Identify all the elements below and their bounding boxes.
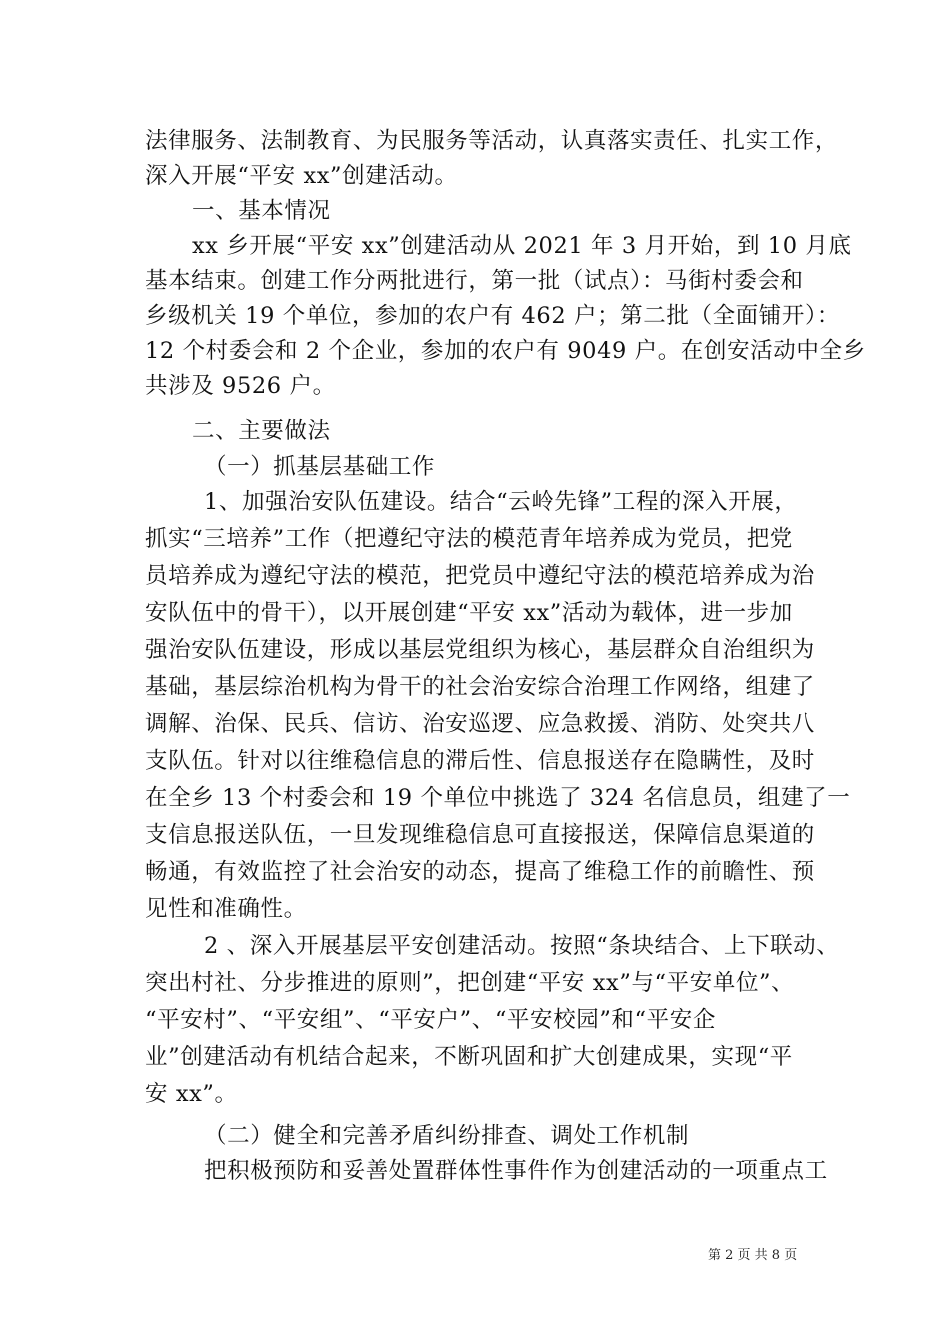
text-line: 员培养成为遵纪守法的模范，把党员中遵纪守法的模范培养成为治	[145, 563, 815, 589]
subsection-heading: （二）健全和完善矛盾纠纷排查、调处工作机制	[204, 1123, 690, 1149]
text-line: 业”创建活动有机结合起来，不断巩固和扩大创建成果，实现“平	[145, 1044, 793, 1070]
text-line: 把积极预防和妥善处置群体性事件作为创建活动的一项重点工	[204, 1158, 828, 1184]
text-line: 基本结束。创建工作分两批进行，第一批（试点）：马街村委会和	[145, 268, 804, 294]
text-line: 安 xx”。	[145, 1081, 238, 1107]
text-line: 共涉及 9526 户。	[145, 373, 336, 399]
text-line: xx 乡开展“平安 xx”创建活动从 2021 年 3 月开始，到 10 月底	[192, 233, 852, 259]
text-line: “平安村”、“平安组”、“平安户”、“平安校园”和“平安企	[145, 1007, 716, 1033]
text-line: 2 、深入开展基层平安创建活动。按照“条块结合、上下联动、	[204, 933, 840, 959]
text-line: 深入开展“平安 xx”创建活动。	[145, 163, 458, 189]
text-line: 法律服务、法制教育、为民服务等活动，认真落实责任、扎实工作，	[145, 128, 839, 154]
text-line: 支信息报送队伍，一旦发现维稳信息可直接报送，保障信息渠道的	[145, 822, 815, 848]
text-line: 调解、治保、民兵、信访、治安巡逻、应急救援、消防、处突共八	[145, 711, 815, 737]
page-number: 第 2 页 共 8 页	[708, 1248, 798, 1263]
section-heading: 一、基本情况	[192, 198, 331, 224]
text-line: 突出村社、分步推进的原则”，把创建“平安 xx”与“平安单位”、	[145, 970, 795, 996]
section-heading: 二、主要做法	[192, 418, 331, 444]
text-line: 见性和准确性。	[145, 896, 307, 922]
text-line: 在全乡 13 个村委会和 19 个单位中挑选了 324 名信息员，组建了一	[145, 785, 851, 811]
text-line: 12 个村委会和 2 个企业，参加的农户有 9049 户。在创安活动中全乡	[145, 338, 866, 364]
text-line: 畅通，有效监控了社会治安的动态，提高了维稳工作的前瞻性、预	[145, 859, 815, 885]
text-line: 强治安队伍建设，形成以基层党组织为核心，基层群众自治组织为	[145, 637, 815, 663]
text-line: 安队伍中的骨干），以开展创建“平安 xx”活动为载体，进一步加	[145, 600, 793, 626]
subsection-heading: （一）抓基层基础工作	[204, 454, 436, 480]
text-line: 乡级机关 19 个单位，参加的农户有 462 户；第二批（全面铺开）：	[145, 303, 840, 329]
text-line: 抓实“三培养”工作（把遵纪守法的模范青年培养成为党员，把党	[145, 526, 793, 552]
text-line: 支队伍。针对以往维稳信息的滞后性、信息报送存在隐瞒性，及时	[145, 748, 815, 774]
text-line: 1、加强治安队伍建设。结合“云岭先锋”工程的深入开展，	[204, 489, 798, 515]
text-line: 基础，基层综治机构为骨干的社会治安综合治理工作网络，组建了	[145, 674, 815, 700]
